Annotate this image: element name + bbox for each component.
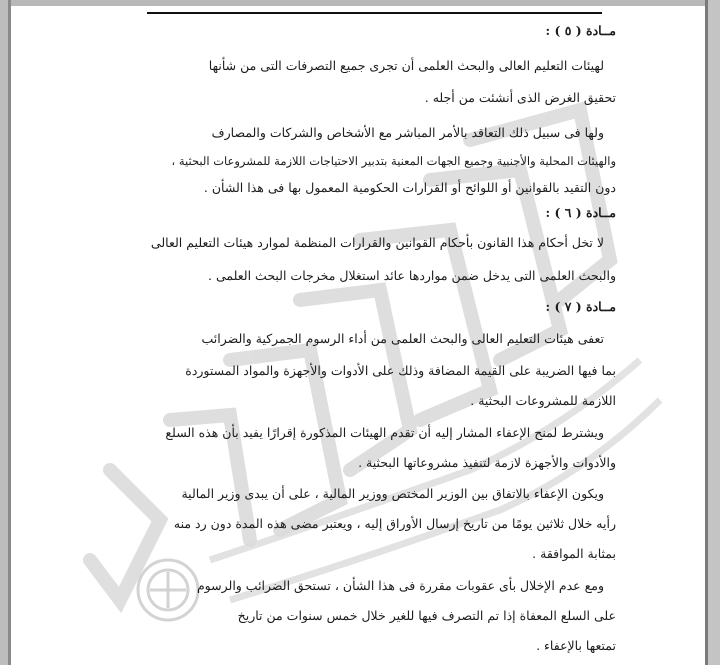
article-7-line-3: اللازمة للمشروعات البحثية . (470, 393, 616, 408)
article-6-line-2: والبحث العلمى التى يدخل ضمن مواردها عائد استغلال مخرجات البحث العلمى . (208, 268, 616, 283)
article-5-heading: مــادة ( ٥ ) : (545, 23, 616, 38)
article-7-line-11: تمتعها بالإعفاء . (536, 638, 616, 653)
window-top-border (0, 0, 720, 6)
window-left-border (0, 0, 8, 665)
article-5-line-5: دون التقيد بالقوانين أو اللوائح أو القرارات الحكومية المعمول بها فى هذا الشأن . (203, 180, 616, 195)
article-7-heading: مــادة ( ٧ ) : (545, 299, 616, 314)
article-7-line-7: رأيه خلال ثلاثين يومًا من تاريخ إرسال الأوراق إليه ، ويعتبر مضى هذه المدة دون رد منه (173, 516, 616, 531)
article-7-line-4: ويشترط لمنح الإعفاء المشار إليه أن تقدم الهيئات المذكورة إقرارًا يفيد بأن هذه السلع (165, 425, 604, 440)
article-5-line-4: والهيئات المحلية والأجنبية وجميع الجهات المعنية بتدبير الاحتياجات اللازمة للمشروعات البحثية ، (171, 154, 616, 168)
window-right-border (708, 0, 720, 665)
article-7-line-6: ويكون الإعفاء بالاتفاق بين الوزير المختص ووزير المالية ، على أن يبدى وزير المالية (181, 486, 604, 501)
article-7-line-1: تعفى هيئات التعليم العالى والبحث العلمى من أداء الرسوم الجمركية والضرائب (201, 331, 604, 346)
article-5-line-2: تحقيق الغرض الذى أنشئت من أجله . (424, 90, 616, 105)
article-6-heading: مــادة ( ٦ ) : (545, 205, 616, 220)
article-7-line-2: بما فيها الضريبة على القيمة المضافة وذلك على الأدوات والأجهزة والمواد المستوردة (185, 363, 616, 378)
article-7-line-5: والأدوات والأجهزة لازمة لتنفيذ مشروعاتها البحثية . (358, 455, 616, 470)
page-top-rule (147, 12, 602, 14)
article-7-line-9: ومع عدم الإخلال بأى عقوبات مقررة فى هذا الشأن ، تستحق الضرائب والرسوم (196, 578, 604, 593)
article-5-line-3: ولها فى سبيل ذلك التعاقد بالأمر المباشر مع الأشخاص والشركات والمصارف (211, 125, 604, 140)
article-7-line-8: بمثابة الموافقة . (532, 546, 616, 561)
window-left-edge (8, 0, 11, 665)
article-7-line-10: على السلع المعفاة إذا تم التصرف فيها للغير خلال خمس سنوات من تاريخ (237, 608, 616, 623)
article-6-line-1: لا تخل أحكام هذا القانون بأحكام القوانين والقرارات المنظمة لموارد هيئات التعليم العالى (150, 235, 604, 250)
article-5-line-1: لهيئات التعليم العالى والبحث العلمى أن تجرى جميع التصرفات التى من شأنها (208, 58, 604, 73)
